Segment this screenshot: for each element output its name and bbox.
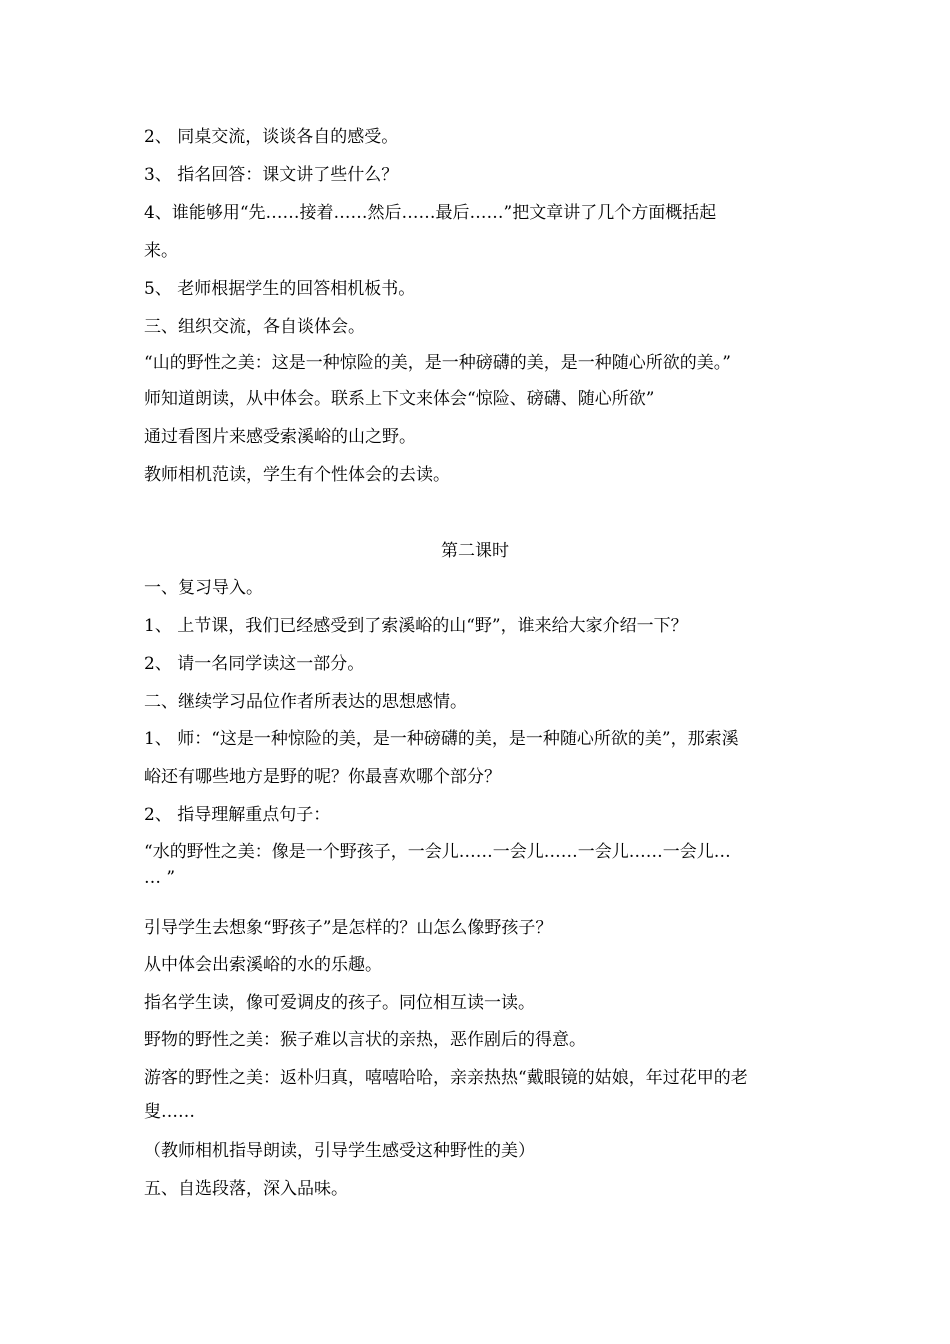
paragraph-line: 二、继续学习品位作者所表达的思想感情。 bbox=[144, 692, 467, 712]
paragraph-line: 3、 指名回答：课文讲了些什么？ bbox=[144, 165, 399, 185]
paragraph-line: 2、 指导理解重点句子： bbox=[144, 805, 331, 825]
paragraph-line: 游客的野性之美：返朴归真，嘻嘻哈哈，亲亲热热“戴眼镜的姑娘，年过花甲的老 bbox=[144, 1068, 748, 1088]
paragraph-line: 2、 请一名同学读这一部分。 bbox=[144, 654, 365, 674]
paragraph-line: 2、 同桌交流，谈谈各自的感受。 bbox=[144, 127, 399, 147]
paragraph-line: … ” bbox=[144, 868, 176, 888]
paragraph-line: 叟…… bbox=[144, 1102, 195, 1122]
paragraph-line: 师知道朗读，从中体会。联系上下文来体会“惊险、磅礴、随心所欲” bbox=[144, 389, 655, 409]
paragraph-line: 五、自选段落，深入品味。 bbox=[144, 1179, 348, 1199]
paragraph-line: 引导学生去想象“野孩子”是怎样的？山怎么像野孩子？ bbox=[144, 918, 553, 938]
paragraph-line: 三、组织交流，各自谈体会。 bbox=[144, 317, 365, 337]
paragraph-line: 4、谁能够用“先……接着……然后……最后……”把文章讲了几个方面概括起 bbox=[144, 203, 717, 223]
paragraph-line: 1、 上节课，我们已经感受到了索溪峪的山“野”，谁来给大家介绍一下？ bbox=[144, 616, 688, 636]
paragraph-line: 教师相机范读，学生有个性体会的去读。 bbox=[144, 465, 450, 485]
paragraph-line: 峪还有哪些地方是野的呢？你最喜欢哪个部分？ bbox=[144, 767, 501, 787]
paragraph-line: “水的野性之美：像是一个野孩子，一会儿……一会儿……一会儿……一会儿… bbox=[144, 842, 731, 862]
paragraph-line: 1、 师：“这是一种惊险的美，是一种磅礴的美，是一种随心所欲的美”，那索溪 bbox=[144, 729, 739, 749]
section-heading: 第二课时 bbox=[441, 541, 509, 561]
paragraph-line: 5、 老师根据学生的回答相机板书。 bbox=[144, 279, 416, 299]
paragraph-line: 来。 bbox=[144, 241, 178, 261]
paragraph-line: 指名学生读，像可爱调皮的孩子。同位相互读一读。 bbox=[144, 993, 535, 1013]
paragraph-line: “山的野性之美：这是一种惊险的美，是一种磅礴的美，是一种随心所欲的美。” bbox=[144, 353, 731, 373]
paragraph-line: 一、复习导入。 bbox=[144, 578, 263, 598]
paragraph-line: 野物的野性之美：猴子难以言状的亲热，恶作剧后的得意。 bbox=[144, 1030, 586, 1050]
paragraph-line: 通过看图片来感受索溪峪的山之野。 bbox=[144, 427, 416, 447]
paragraph-line: 从中体会出索溪峪的水的乐趣。 bbox=[144, 955, 382, 975]
paragraph-line: （教师相机指导朗读，引导学生感受这种野性的美） bbox=[144, 1141, 535, 1161]
